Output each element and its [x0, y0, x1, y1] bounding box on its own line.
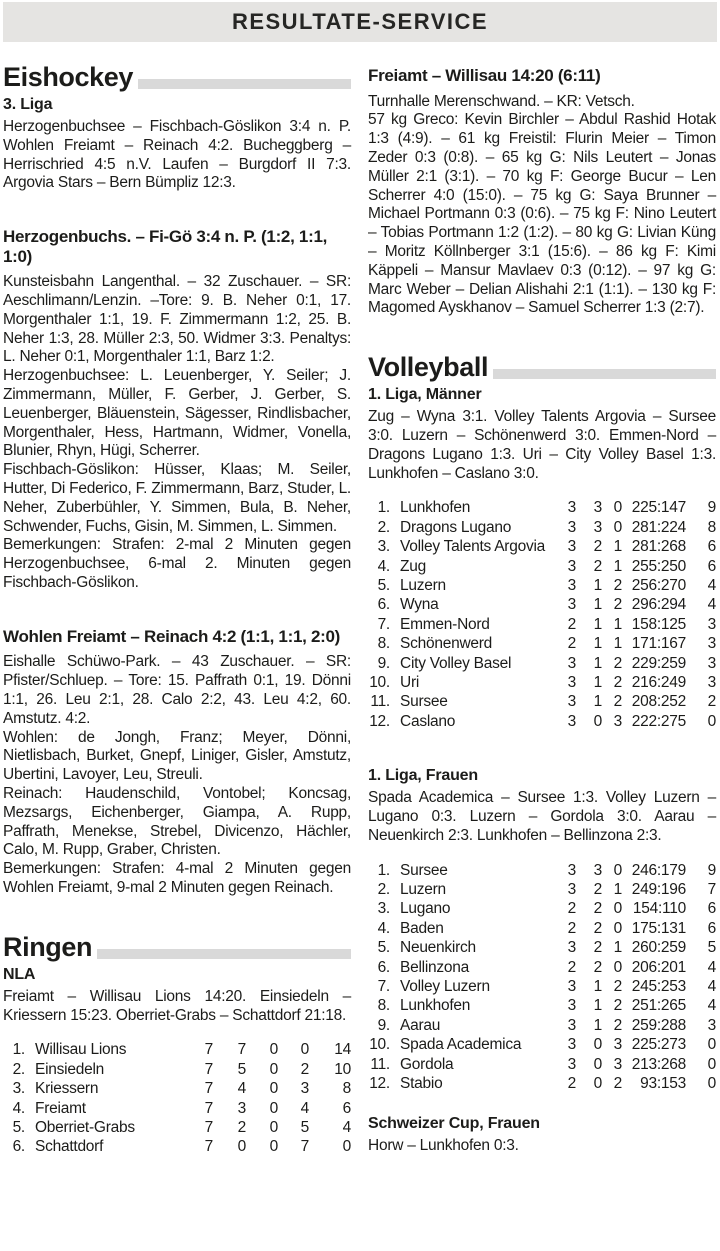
cell-rank: 4. — [377, 557, 390, 575]
results-paragraph: Herzogenbuchsee – Fischbach-Göslikon 3:4 n. P. Wohlen Freiamt – Reinach 4:2. Bucheggberg – Herrischried 4:5 n.V. Laufen – Burgdorf II 7:3. Argovia Stars – Bern Bümpliz 12:3. — [3, 118, 351, 192]
cell-balls: 246:179 — [631, 861, 686, 879]
cell-rank: 3. — [12, 1080, 25, 1098]
cell-games: 2 — [567, 615, 576, 633]
cell-team: Willisau Lions — [35, 1041, 127, 1059]
cell-losses: 3 — [613, 1036, 622, 1054]
cell-losses: 2 — [613, 673, 622, 691]
cell-team: Sursee — [400, 861, 448, 879]
cell-wins: 7 — [237, 1041, 246, 1059]
cell-rank: 4. — [377, 919, 390, 937]
cell-points: 4 — [707, 576, 716, 594]
cell-wins: 2 — [237, 1118, 246, 1136]
table-row — [3, 1099, 351, 1118]
cell-points: 8 — [707, 518, 716, 536]
cell-losses: 0 — [613, 518, 622, 536]
table-row — [3, 1118, 351, 1137]
cell-losses: 1 — [613, 538, 622, 556]
cell-team: Caslano — [400, 712, 456, 730]
cell-rank: 9. — [377, 1016, 390, 1034]
cell-team: Luzern — [400, 576, 446, 594]
cell-rank: 10. — [369, 1036, 390, 1054]
cell-points: 0 — [707, 1036, 716, 1054]
cell-losses: 2 — [613, 1075, 622, 1093]
cell-games: 3 — [567, 673, 576, 691]
table-row — [368, 899, 716, 918]
cell-wins: 1 — [593, 596, 602, 614]
league-subheading: 1. Liga, Männer — [368, 386, 482, 404]
table-row — [368, 1074, 716, 1093]
cell-losses: 2 — [613, 596, 622, 614]
cell-wins: 1 — [593, 693, 602, 711]
cell-games: 7 — [204, 1080, 213, 1098]
cell-team: Sursee — [400, 693, 448, 711]
cell-rank: 2. — [12, 1060, 25, 1078]
cell-rank: 10. — [369, 673, 390, 691]
cell-games: 3 — [567, 538, 576, 556]
standings-table-volleyball-men — [368, 498, 716, 731]
cell-points: 3 — [707, 654, 716, 672]
cell-rank: 8. — [377, 635, 390, 653]
cell-wins: 0 — [237, 1138, 246, 1156]
league-subheading: Schweizer Cup, Frauen — [368, 1115, 540, 1133]
cell-points: 4 — [707, 958, 716, 976]
cell-rank: 1. — [377, 861, 390, 879]
cell-balls: 251:265 — [631, 997, 686, 1015]
cell-wins: 3 — [593, 499, 602, 517]
cell-games: 3 — [567, 499, 576, 517]
section-title: Ringen — [3, 931, 93, 962]
table-row — [368, 692, 716, 711]
cell-points: 5 — [707, 939, 716, 957]
cell-games: 2 — [567, 919, 576, 937]
cell-wins: 4 — [237, 1080, 246, 1098]
cell-team: Spada Academica — [400, 1036, 522, 1054]
cell-team: Volley Talents Argovia — [400, 538, 546, 556]
cell-team: Baden — [400, 919, 444, 937]
cell-games: 3 — [567, 978, 576, 995]
cell-losses: 2 — [613, 978, 622, 995]
cell-points: 3 — [707, 673, 716, 691]
cell-games: 2 — [567, 900, 576, 918]
cell-wins: 2 — [593, 880, 602, 898]
cell-rank: 2. — [377, 518, 390, 536]
cell-games: 3 — [567, 596, 576, 614]
cell-team: Uri — [400, 673, 420, 691]
match-report-paragraph: 57 kg Greco: Kevin Birchler – Abdul Rashid Hotak 1:3 (4:9). – 61 kg Freistil: Flurin Meier – Timon Zeder 0:3 (0:8). – 65 kg G: Nils Leutert – Jonas Müller 2:1 (3:1). – 70 kg F: George Bucur – Len Scherrer 4:0 (15:0). – 75 kg G: Saya Brunner – Michael Portmann 0:3 (0:6). – 75 kg F: Nino Leutert – Tobias Portmann 1:2 (1:2). – 80 kg G: Livian Küng – Moritz Köllnberger 3:1 (15:6). – 86 kg F: Kimi Käppeli – Mansur Mavlaev 0:3 (0:12). – 97 kg G: Marc Weber – Delian Alishahi 2:1 (1:1). – 130 kg F: Magomed Ayskhanov – Samuel Scherrer 1:3 (2:7). — [368, 111, 716, 317]
cell-losses: 0 — [613, 861, 622, 879]
heading-bar — [97, 949, 351, 959]
cell-team: Volley Luzern — [400, 978, 490, 995]
cell-balls: 259:288 — [631, 1016, 686, 1034]
table-row — [368, 557, 716, 576]
results-paragraph: Freiamt – Willisau Lions 14:20. Einsiedeln – Kriessern 15:23. Oberriet-Grabs – Schattdorf 21:18. — [3, 987, 351, 1024]
remarks-paragraph: Bemerkungen: Strafen: 2-mal 2 Minuten gegen Herzogenbuchsee, 6-mal 2. Minuten gegen Fischbach-Göslikon. — [3, 536, 351, 592]
cell-wins: 3 — [593, 518, 602, 536]
cell-losses: 1 — [613, 557, 622, 575]
table-row — [368, 673, 716, 692]
cell-balls: 216:249 — [631, 673, 686, 691]
cell-wins: 0 — [593, 712, 602, 730]
cell-games: 3 — [567, 880, 576, 898]
cell-losses: 2 — [613, 997, 622, 1015]
cell-games: 2 — [567, 1075, 576, 1093]
cell-points: 6 — [342, 1099, 351, 1117]
standings-table-ringen — [3, 1040, 351, 1156]
cell-team: Freiamt — [35, 1099, 86, 1117]
cell-wins: 1 — [593, 1016, 602, 1034]
cell-wins: 0 — [593, 1055, 602, 1073]
cell-losses: 1 — [613, 939, 622, 957]
cell-balls: 281:224 — [631, 518, 686, 536]
table-row — [368, 634, 716, 653]
table-row — [368, 880, 716, 899]
cell-wins: 1 — [593, 997, 602, 1015]
cell-team: Stabio — [400, 1075, 443, 1093]
cell-rank: 3. — [377, 538, 390, 556]
cell-points: 14 — [334, 1041, 351, 1059]
cell-rank: 12. — [369, 1075, 390, 1093]
match-report-paragraph: Kunsteisbahn Langenthal. – 32 Zuschauer. – SR: Aeschlimann/Lenzin. –Tore: 9. B. Neher 0:1, 17. Morgenthaler 1:1, 19. F. Zimmermann 1:2, 25. B. Neher 1:3, 28. Müller 2:3, 50. Widmer 3:3. Penaltys: L. Neher 0:1, Morgenthaler 1:1, Barz 1:2. — [3, 273, 351, 366]
cell-balls: 229:259 — [631, 654, 686, 672]
cell-points: 0 — [707, 1055, 716, 1073]
results-paragraph: Horw – Lunkhofen 0:3. — [368, 1137, 519, 1155]
cell-balls: 175:131 — [631, 919, 686, 937]
cell-wins: 2 — [593, 939, 602, 957]
cell-games: 3 — [567, 1036, 576, 1054]
cell-points: 3 — [707, 635, 716, 653]
cell-games: 7 — [204, 1138, 213, 1156]
cell-games: 2 — [567, 635, 576, 653]
header-bar — [3, 2, 717, 42]
table-row — [368, 958, 716, 977]
cell-wins: 3 — [237, 1099, 246, 1117]
cell-rank: 6. — [377, 958, 390, 976]
cell-losses: 0 — [300, 1041, 309, 1059]
cell-team: Schattdorf — [35, 1138, 104, 1156]
cell-losses: 2 — [613, 1016, 622, 1034]
cell-wins: 1 — [593, 673, 602, 691]
table-row — [368, 615, 716, 634]
cell-games: 3 — [567, 518, 576, 536]
cell-rank: 5. — [12, 1118, 25, 1136]
cell-wins: 1 — [593, 615, 602, 633]
cell-wins: 2 — [593, 958, 602, 976]
table-row — [368, 518, 716, 537]
cell-draws: 0 — [269, 1118, 278, 1136]
table-row — [368, 712, 716, 731]
cell-team: Neuenkirch — [400, 939, 476, 957]
cell-points: 4 — [342, 1118, 351, 1136]
left-column — [3, 64, 351, 1157]
cell-games: 3 — [567, 693, 576, 711]
cell-wins: 0 — [593, 1075, 602, 1093]
cell-games: 7 — [204, 1118, 213, 1136]
cell-rank: 11. — [370, 693, 390, 711]
cell-points: 6 — [707, 919, 716, 937]
cell-team: Einsiedeln — [35, 1060, 105, 1078]
cell-wins: 3 — [593, 861, 602, 879]
cell-balls: 260:259 — [631, 939, 686, 957]
cell-team: Bellinzona — [400, 958, 470, 976]
cell-team: Gordola — [400, 1055, 454, 1073]
cell-points: 4 — [707, 596, 716, 614]
cell-rank: 3. — [377, 900, 390, 918]
cell-rank: 1. — [377, 499, 390, 517]
cell-team: Dragons Lugano — [400, 518, 512, 536]
cell-wins: 1 — [593, 635, 602, 653]
cell-rank: 12. — [369, 712, 390, 730]
cell-games: 3 — [567, 576, 576, 594]
cell-points: 4 — [707, 978, 716, 995]
table-row — [368, 595, 716, 614]
league-subheading: 1. Liga, Frauen — [368, 767, 478, 785]
cell-rank: 6. — [12, 1138, 25, 1156]
cell-draws: 0 — [269, 1080, 278, 1098]
page-title: RESULTATE-SERVICE — [231, 9, 489, 34]
table-row — [368, 1055, 716, 1074]
cell-team: Oberriet-Grabs — [35, 1118, 135, 1136]
cell-games: 3 — [567, 1016, 576, 1034]
cell-wins: 0 — [593, 1036, 602, 1054]
table-row — [368, 654, 716, 673]
cell-balls: 281:268 — [631, 538, 686, 556]
cell-games: 3 — [567, 1055, 576, 1073]
cell-team: Kriessern — [35, 1080, 99, 1098]
roster-paragraph-home: Herzogenbuchsee: L. Leuenberger, Y. Seiler; J. Zimmermann, Müller, F. Gerber, J. Gerber, S. Leuenberger, Bläuenstein, Sägesser, Rindlisbacher, Morgenthaler, Hess, Hartmann, Widmer, Vonella, Blunier, Rhyn, Hügi, Scherrer. — [3, 367, 351, 460]
section-heading-ringen — [3, 931, 351, 962]
cell-team: City Volley Basel — [400, 654, 512, 672]
results-paragraph: Zug – Wyna 3:1. Volley Talents Argovia – Sursee 3:0. Luzern – Schönenwerd 3:0. Emmen-Nord – Dragons Lugano 1:3. Uri – City Volley Basel 1:3. Lunkhofen – Caslano 3:0. — [368, 408, 716, 482]
table-row — [3, 1137, 351, 1156]
cell-team: Luzern — [400, 880, 446, 898]
cell-balls: 296:294 — [631, 596, 686, 614]
cell-team: Wyna — [400, 596, 439, 614]
cell-points: 0 — [707, 712, 716, 730]
table-row — [368, 1016, 716, 1035]
cell-rank: 5. — [377, 576, 390, 594]
table-row — [3, 1079, 351, 1098]
cell-wins: 5 — [237, 1060, 246, 1078]
cell-points: 8 — [342, 1080, 351, 1098]
cell-losses: 0 — [613, 900, 622, 918]
cell-wins: 1 — [593, 576, 602, 594]
cell-games: 7 — [204, 1099, 213, 1117]
cell-balls: 222:275 — [631, 712, 686, 730]
cell-balls: 206:201 — [631, 958, 686, 976]
cell-games: 3 — [567, 939, 576, 957]
cell-team: Emmen-Nord — [400, 615, 490, 633]
cell-games: 7 — [204, 1041, 213, 1059]
roster-paragraph-away: Fischbach-Göslikon: Hüsser, Klaas; M. Seiler, Hutter, Di Federico, F. Zimmermann, Barz, Studer, L. Neher, Zuberbühler, Y. Simmen, Bula, B. Neher, Schwender, Fuchs, Gisin, M. Simmen, L. Simmen. — [3, 461, 351, 535]
cell-wins: 1 — [593, 654, 602, 672]
cell-losses: 4 — [300, 1099, 309, 1117]
cell-losses: 1 — [613, 880, 622, 898]
results-paragraph: Spada Academica – Sursee 1:3. Volley Luzern – Lugano 0:3. Luzern – Gordola 3:0. Aarau – Neuenkirch 2:3. Lunkhofen – Bellinzona 2:3. — [368, 789, 716, 844]
cell-losses: 0 — [613, 958, 622, 976]
cell-rank: 2. — [377, 880, 390, 898]
cell-balls: 208:252 — [631, 693, 686, 711]
cell-balls: 158:125 — [631, 615, 686, 633]
match-report-paragraph: Eishalle Schüwo-Park. – 43 Zuschauer. – SR: Pfister/Schluep. – Tore: 15. Paffrath 0:1, 19. Dönni 1:1, 26. Leu 2:1, 28. Calo 2:2, 43. Leu 4:2, 60. Amstutz. 4:2. — [3, 653, 351, 727]
cell-balls: 213:268 — [631, 1055, 686, 1073]
cell-rank: 7. — [377, 615, 390, 633]
cell-points: 6 — [707, 900, 716, 918]
heading-bar — [493, 369, 716, 379]
cell-games: 3 — [567, 861, 576, 879]
cell-wins: 2 — [593, 900, 602, 918]
cell-rank: 11. — [370, 1055, 390, 1073]
cell-points: 6 — [707, 557, 716, 575]
cell-losses: 1 — [613, 615, 622, 633]
table-row — [368, 977, 716, 996]
match-report-title: Wohlen Freiamt – Reinach 4:2 (1:1, 1:1, 2:0) — [3, 626, 340, 646]
cell-games: 3 — [567, 557, 576, 575]
cell-balls: 255:250 — [631, 557, 686, 575]
cell-points: 9 — [707, 861, 716, 879]
cell-wins: 2 — [593, 919, 602, 937]
cell-games: 3 — [567, 997, 576, 1015]
cell-rank: 5. — [377, 939, 390, 957]
cell-rank: 9. — [377, 654, 390, 672]
cell-losses: 3 — [300, 1080, 309, 1098]
columns — [3, 64, 717, 1157]
cell-points: 3 — [707, 615, 716, 633]
cell-points: 10 — [334, 1060, 351, 1078]
match-report-title: Freiamt – Willisau 14:20 (6:11) — [368, 66, 601, 85]
table-row — [3, 1060, 351, 1079]
cell-draws: 0 — [269, 1041, 278, 1059]
table-row — [368, 537, 716, 556]
cell-rank: 4. — [12, 1099, 25, 1117]
section-heading-eishockey — [3, 64, 351, 91]
cell-losses: 0 — [613, 919, 622, 937]
league-subheading: NLA — [3, 965, 36, 983]
cell-points: 0 — [707, 1075, 716, 1093]
cell-games: 3 — [567, 712, 576, 730]
cell-games: 7 — [204, 1060, 213, 1078]
cell-balls: 245:253 — [631, 978, 686, 995]
cell-points: 9 — [707, 499, 716, 517]
cell-draws: 0 — [269, 1060, 278, 1078]
cell-balls: 225:273 — [631, 1036, 686, 1054]
remarks-paragraph: Bemerkungen: Strafen: 4-mal 2 Minuten gegen Wohlen Freiamt, 9-mal 2 Minuten gegen Reinach. — [3, 860, 351, 896]
cell-losses: 2 — [613, 654, 622, 672]
section-title: Volleyball — [368, 352, 489, 383]
cell-team: Zug — [400, 557, 426, 575]
cell-games: 2 — [567, 958, 576, 976]
cell-wins: 2 — [593, 557, 602, 575]
cell-losses: 2 — [613, 576, 622, 594]
cell-games: 3 — [567, 654, 576, 672]
cell-rank: 7. — [377, 978, 390, 995]
cell-points: 0 — [342, 1138, 351, 1156]
table-row — [368, 938, 716, 957]
cell-balls: 256:270 — [631, 576, 686, 594]
cell-losses: 7 — [300, 1138, 309, 1156]
roster-paragraph-away: Reinach: Haudenschild, Vontobel; Koncsag, Mezsargs, Eichenberger, Giampa, A. Rupp, Paffrath, Menekse, Strebel, Divicenzo, Hächler, Calo, M. Rupp, Graber, Christen. — [3, 784, 351, 859]
cell-rank: 1. — [12, 1041, 25, 1059]
cell-points: 6 — [707, 538, 716, 556]
cell-losses: 2 — [613, 693, 622, 711]
standings-table-volleyball-women — [368, 861, 716, 1094]
venue-line: Turnhalle Merenschwand. – KR: Vetsch. — [368, 92, 635, 110]
cell-balls: 171:167 — [631, 635, 686, 653]
cell-points: 2 — [707, 693, 716, 711]
league-subheading: 3. Liga — [3, 96, 53, 113]
cell-points: 4 — [707, 997, 716, 1015]
roster-paragraph-home: Wohlen: de Jongh, Franz; Meyer, Dönni, Nietlisbach, Burket, Gnepf, Liniger, Gisler, Amstutz, Ubertini, Lavoyer, Leu, Streuli. — [3, 728, 351, 784]
cell-balls: 249:196 — [631, 880, 686, 898]
cell-team: Schönenwerd — [400, 635, 493, 653]
section-title: Eishockey — [3, 62, 133, 92]
table-row — [368, 576, 716, 595]
table-row — [368, 1035, 716, 1054]
cell-team: Lunkhofen — [400, 997, 471, 1015]
cell-losses: 1 — [613, 635, 622, 653]
table-row — [368, 861, 716, 880]
cell-losses: 3 — [613, 1055, 622, 1073]
right-column — [368, 64, 716, 1157]
cell-points: 3 — [707, 1016, 716, 1034]
cell-draws: 0 — [269, 1099, 278, 1117]
cell-team: Aarau — [400, 1016, 441, 1034]
cell-team: Lugano — [400, 900, 451, 918]
cell-team: Lunkhofen — [400, 499, 471, 517]
cell-balls: 225:147 — [631, 499, 686, 517]
cell-rank: 8. — [377, 997, 390, 1015]
table-row — [368, 498, 716, 517]
cell-losses: 5 — [300, 1118, 309, 1136]
section-heading-volleyball — [368, 354, 716, 381]
table-row — [368, 919, 716, 938]
cell-draws: 0 — [269, 1138, 278, 1156]
cell-balls: 154:110 — [632, 900, 686, 918]
cell-losses: 3 — [613, 712, 622, 730]
cell-points: 7 — [707, 880, 716, 898]
match-report-title: Herzogenbuchs. – Fi-Gö 3:4 n. P. (1:2, 1:1, 1:0) — [3, 227, 328, 266]
cell-losses: 0 — [613, 499, 622, 517]
cell-wins: 2 — [593, 538, 602, 556]
heading-bar — [138, 79, 351, 89]
table-row — [3, 1040, 351, 1059]
cell-wins: 1 — [593, 978, 602, 995]
cell-rank: 6. — [377, 596, 390, 614]
table-row — [368, 996, 716, 1015]
cell-balls: 93:153 — [640, 1075, 686, 1093]
cell-losses: 2 — [300, 1060, 309, 1078]
